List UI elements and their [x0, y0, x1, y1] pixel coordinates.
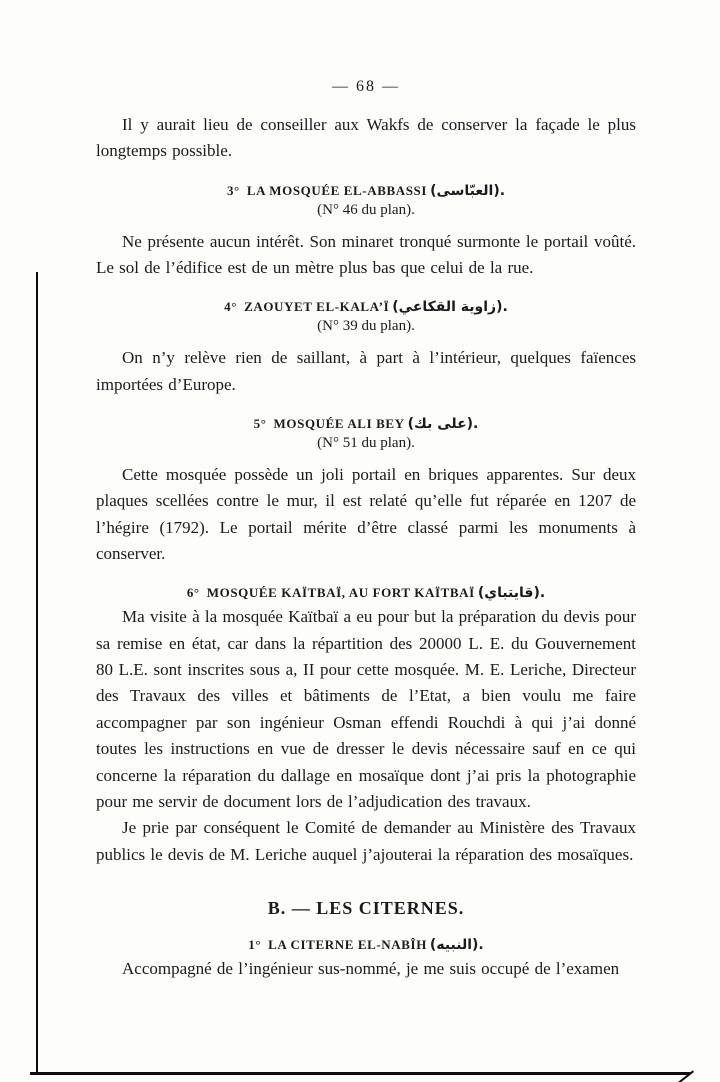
heading-zaouyet-el-kalai: [96, 299, 636, 315]
paragraph-wakfs-facade: Il y aurait lieu de conseiller aux Wakfs de conserver la façade le plus longtemps possible.: [96, 115, 636, 161]
heading-arabic-text: (النبيه).: [429, 936, 484, 953]
heading-title: MOSQUÉE KAÏTBAÏ, AU FORT KAÏTBAÏ: [206, 585, 475, 601]
heading-title: ZAOUYET EL-KALA’Ï: [244, 299, 390, 315]
heading-mosquee-el-abbassi: [96, 183, 636, 199]
heading-arabic-text: (على بك).: [407, 416, 479, 433]
page-number: — 68 —: [332, 78, 400, 95]
heading-title: LA CITERNE EL-NABÎH: [268, 936, 427, 952]
heading-mosquee-kaitbai: [96, 585, 636, 601]
heading-number: 5°: [253, 416, 267, 432]
heading-arabic-text: (قايتباي).: [477, 585, 546, 602]
paragraph-ali-bey: Cette mosquée possède un joli portail en briques apparentes. Sur deux plaques scellées contre le mur, il est relaté qu’elle fut réparée en 1207 de l’hégire (1792). Le portail mérite d’être classé parmi les monuments à conserver.: [96, 465, 636, 564]
heading-title: LA MOSQUÉE EL-ABBASSI: [246, 182, 428, 198]
plan-reference-51: (N° 51 du plan).: [317, 435, 415, 452]
paragraph-zaouyet: On n’y relève rien de saillant, à part à l’intérieur, quelques faïences importées d’Europe.: [96, 348, 636, 394]
heading-number: 3°: [226, 182, 240, 198]
heading-arabic-text: (العبّاسى).: [430, 182, 506, 199]
scan-edge-bottom: [30, 1072, 690, 1075]
heading-number: 6°: [186, 585, 200, 601]
section-title-text: B. — LES CITERNES.: [267, 897, 465, 918]
plan-reference-39: (N° 39 du plan).: [317, 318, 415, 335]
section-title-citernes: [96, 898, 636, 919]
heading-citerne-el-nabih: [96, 937, 636, 953]
heading-mosquee-ali-bey: [96, 416, 636, 432]
plan-reference-46: (N° 46 du plan).: [317, 201, 415, 218]
heading-title: MOSQUÉE ALI BEY: [273, 416, 405, 432]
heading-arabic-text: (زاوية القكاعي).: [392, 299, 508, 316]
heading-number: 4°: [224, 299, 238, 315]
paragraph-citerne-examen: Accompagné de l’ingénieur sus-nommé, je me suis occupé de l’examen: [122, 958, 620, 978]
paragraph-comite-demande: Je prie par conséquent le Comité de demander au Ministère des Travaux publics le devis de M. Leriche auquel j’ajouterai la réparation des mosaïques.: [96, 818, 636, 864]
heading-number: 1°: [248, 936, 262, 952]
scan-edge-left: [36, 272, 38, 1074]
paragraph-kaitbai-visite: Ma visite à la mosquée Kaïtbaï a eu pour but la préparation du devis pour sa remise en état, car dans la répartition des 20000 L. E. du Gouvernement 80 L.E. sont inscrites sous a, II pour cette mosquée. M. E. Leriche, Directeur des Travaux des villes et bâtiments de l’Etat, a bien voulu me faire accompagner par son ingénieur Osman effendi Rouchdi à qui j’ai donné toutes les instructions en vue de dresser le devis nécessaire sauf en ce qui concerne la réparation du dallage en mosaïque dont j’ai pris la photographie pour me servir de document lors de l’adjudication des travaux.: [96, 607, 636, 811]
paragraph-el-abbassi: Ne présente aucun intérêt. Son minaret tronqué surmonte le portail voûté. Le sol de l’édifice est de un mètre plus bas que celui de la rue.: [96, 231, 636, 278]
